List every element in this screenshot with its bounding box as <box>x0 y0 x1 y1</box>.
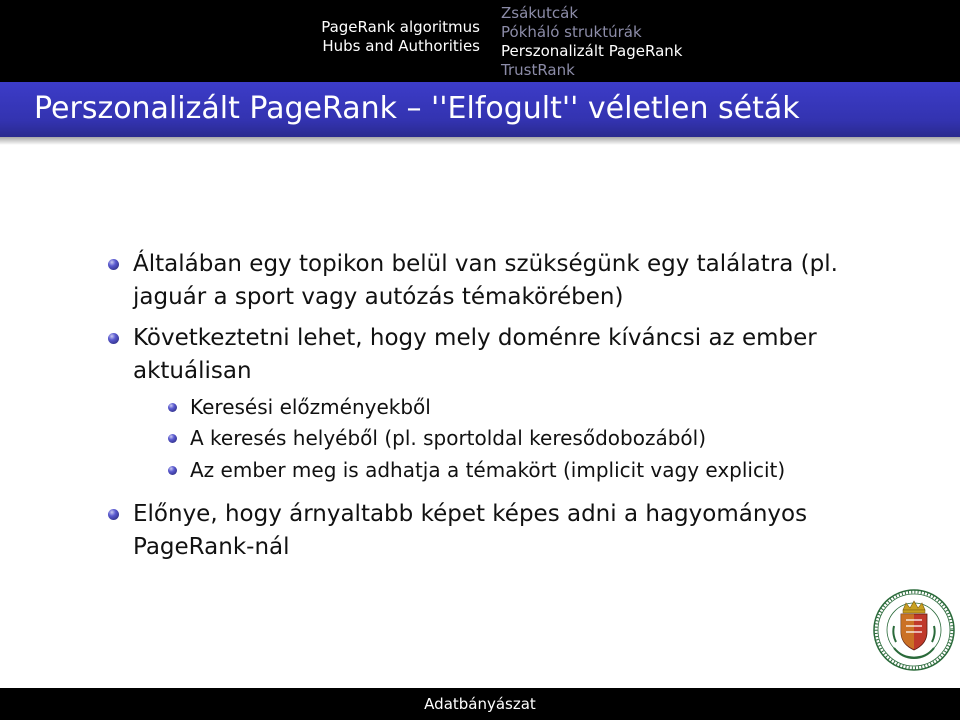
nav-item-perszonalizalt-pagerank[interactable]: Perszonalizált PageRank <box>501 42 683 60</box>
nav-item-pagerank-algoritmus[interactable]: PageRank algoritmus <box>321 18 480 36</box>
nav-item-trustrank[interactable]: TrustRank <box>501 61 575 79</box>
bullet-text: Általában egy topikon belül van szükségünk egy találatra (pl. jaguár a sport vagy autózás témakörében) <box>133 251 838 310</box>
nav-section-left <box>321 18 480 56</box>
university-seal-icon <box>872 588 956 672</box>
nav-item-zsakutcak[interactable]: Zsákutcák <box>501 4 579 22</box>
slide-title: Perszonalizált PageRank – ''Elfogult'' véletlen séták <box>34 91 800 126</box>
bullet-ball-icon <box>108 333 119 344</box>
bullet-ball-icon <box>108 509 119 520</box>
nav-item-hubs-and-authorities[interactable]: Hubs and Authorities <box>322 37 480 55</box>
sub-bullet-text: Az ember meg is adhatja a témakört (implicit vagy explicit) <box>190 458 786 482</box>
navigation-bar <box>0 0 960 82</box>
footer-bar <box>0 688 960 720</box>
bullet-item <box>133 248 873 314</box>
bullet-text: Előnye, hogy árnyaltabb képet képes adni a hagyományos PageRank-nál <box>133 501 808 560</box>
bullet-item <box>133 322 873 388</box>
sub-bullet-item <box>190 455 890 485</box>
sub-bullet-ball-icon <box>168 403 177 412</box>
sub-bullet-text: Keresési előzményekből <box>190 395 431 419</box>
nav-item-pokhalo-strukturak[interactable]: Pókháló struktúrák <box>501 23 642 41</box>
title-bar <box>0 82 960 137</box>
sub-bullet-item <box>190 392 890 422</box>
sub-bullet-text: A keresés helyéből (pl. sportoldal keresődobozából) <box>190 426 706 450</box>
sub-bullet-ball-icon <box>168 466 177 475</box>
footer-title: Adatbányászat <box>424 695 536 713</box>
bullet-ball-icon <box>108 259 119 270</box>
nav-section-right <box>501 4 682 80</box>
sub-bullet-ball-icon <box>168 434 177 443</box>
sub-bullet-item <box>190 423 890 453</box>
bullet-text: Következtetni lehet, hogy mely doménre kíváncsi az ember aktuálisan <box>133 325 817 384</box>
bullet-item <box>133 498 873 564</box>
